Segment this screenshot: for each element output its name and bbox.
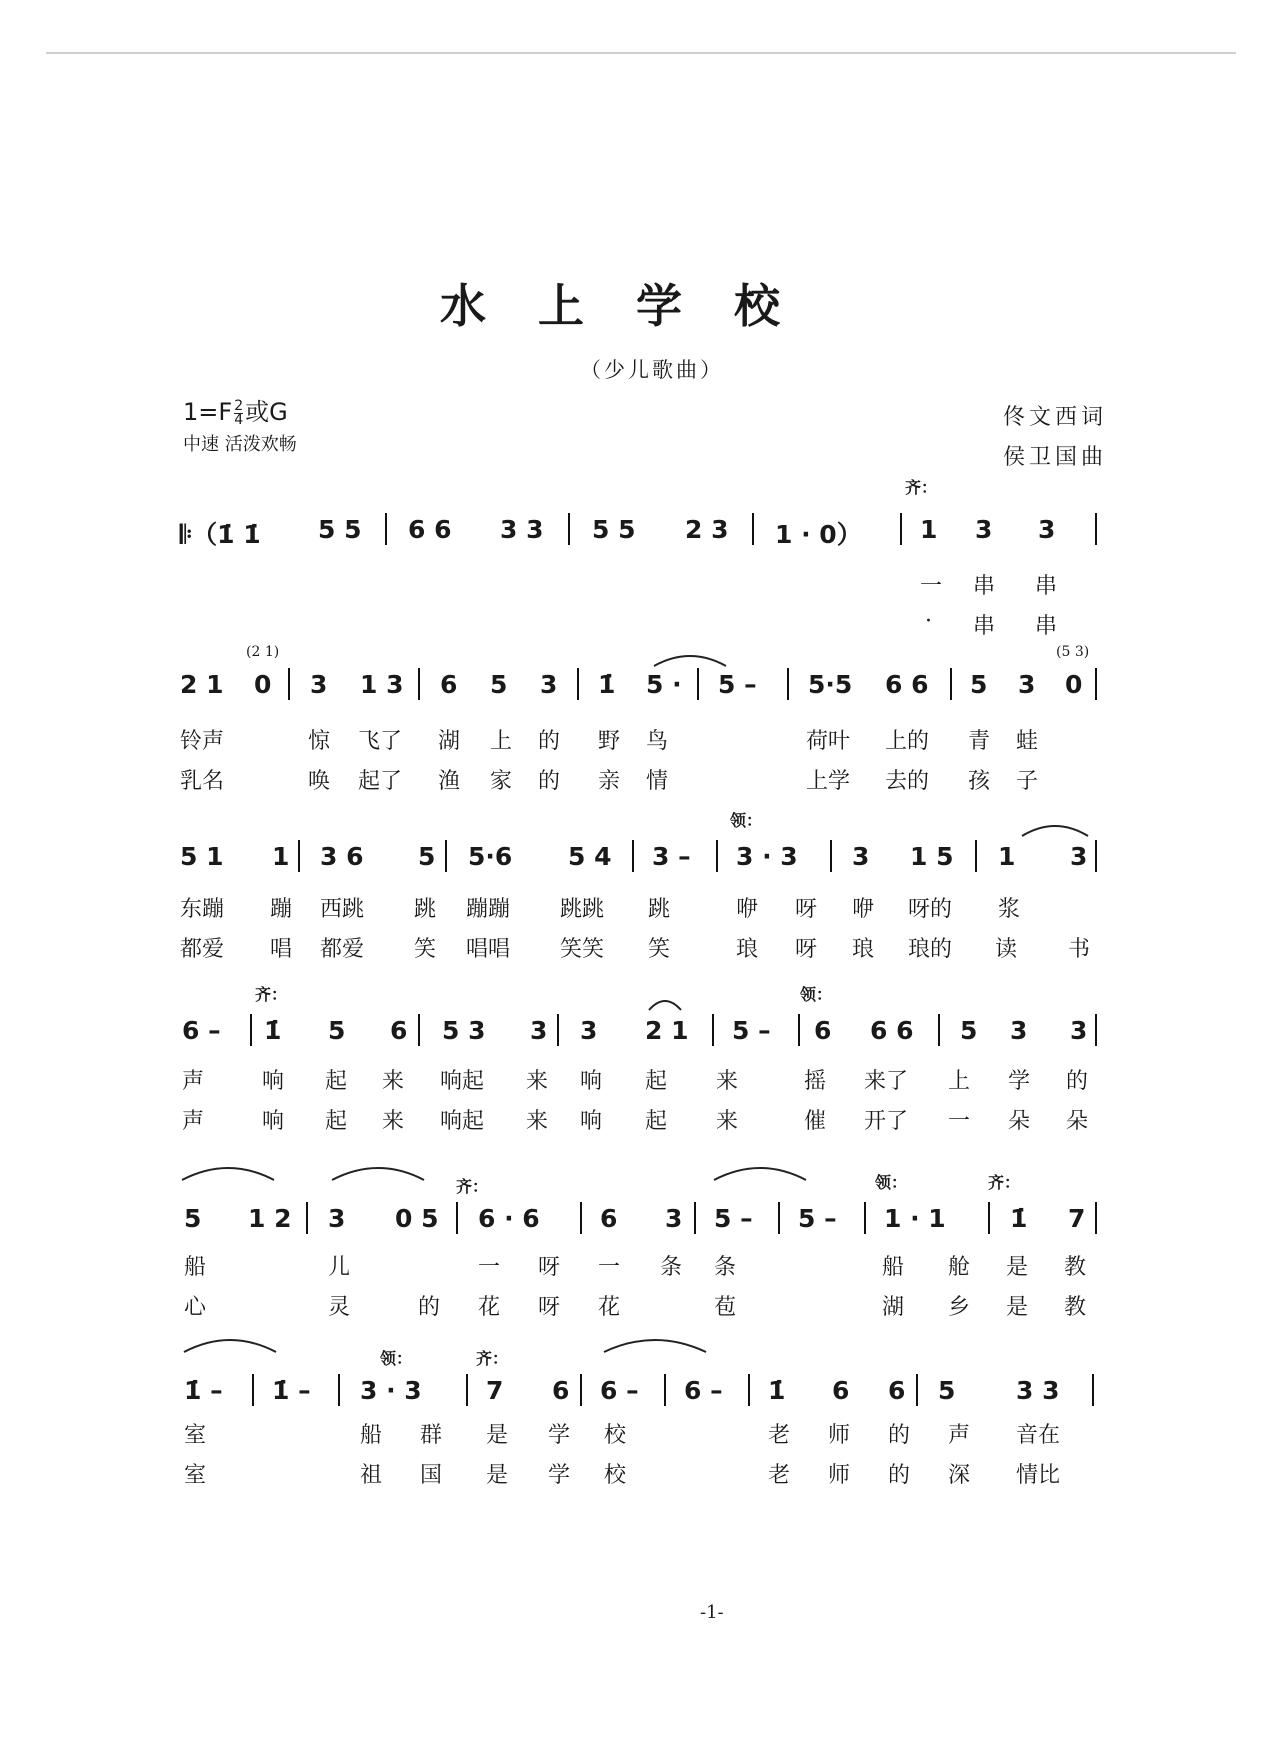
note-group: 3 (310, 670, 328, 699)
time-denominator: 4 (234, 411, 244, 428)
note-group: 6 (888, 1376, 906, 1405)
lyric: 上学 (806, 769, 851, 794)
lyric: 读 (995, 937, 1018, 962)
note-group: 1 2 (248, 1204, 292, 1233)
note-group: 5·5 (808, 670, 853, 699)
barline (1095, 1202, 1097, 1234)
lyric: 深 (948, 1463, 971, 1488)
lyric: 都爱 (320, 937, 365, 962)
lyric: 唤 (308, 769, 331, 794)
score-system-1 (180, 478, 1102, 675)
lyric: 来 (526, 1069, 549, 1094)
lyric: 一 (598, 1255, 621, 1280)
barline (306, 1202, 308, 1234)
lyric: 声 (182, 1109, 205, 1134)
lyric: 响起 (440, 1109, 485, 1134)
barline (445, 840, 447, 872)
lyric: 唱唱 (466, 937, 511, 962)
lyric: 教 (1064, 1295, 1087, 1320)
note-group: 6 6 (885, 670, 929, 699)
note-group: 6 6 (870, 1016, 914, 1045)
lyric: 条 (660, 1255, 683, 1280)
barline (778, 1202, 780, 1234)
lyric: 子 (1016, 769, 1039, 794)
lyric: 上 (948, 1069, 971, 1094)
note-group: 1 · 1 (884, 1204, 946, 1233)
lyric: 祖 (360, 1463, 383, 1488)
lyrics-verse-2 (180, 1458, 1102, 1488)
barline (418, 1014, 420, 1046)
section-mark: 齐： (905, 478, 938, 497)
barline (580, 1374, 582, 1406)
lyrics-verse-1 (180, 1250, 1102, 1280)
lyric: 一 (478, 1255, 501, 1280)
barline (752, 513, 754, 545)
notes-row (180, 505, 1102, 553)
note-group: 1 5 (910, 842, 954, 871)
lyric: 串 (1035, 574, 1058, 599)
lyric: 的 (538, 769, 561, 794)
note-group: 3 – (652, 842, 691, 871)
note-group: 3 (665, 1204, 683, 1233)
lyric: 西跳 (320, 897, 365, 922)
lyric: 儿 (328, 1255, 351, 1280)
page-number: -1- (700, 1602, 724, 1623)
note-group: 1̇ (264, 1016, 282, 1045)
lyric: 湖 (882, 1295, 905, 1320)
lyric: 惊 (308, 729, 331, 754)
note-group: 5 (418, 842, 436, 871)
note-group: 5 (960, 1016, 978, 1045)
lyric: 串 (1035, 614, 1058, 639)
note-group: 5 5 (318, 515, 362, 544)
barline (900, 513, 902, 545)
note-group: 6 (600, 1204, 618, 1233)
page-top-rule (46, 52, 1236, 54)
lyric: 东蹦 (180, 897, 225, 922)
lyric: 蹦蹦 (466, 897, 511, 922)
note-group: 1 3 (360, 670, 404, 699)
alt-notes-mark: (2 1) (246, 644, 280, 660)
barline (568, 513, 570, 545)
lyric: 一 (948, 1109, 971, 1134)
lyric: 琅的 (908, 937, 953, 962)
lyric: 声 (948, 1423, 971, 1448)
lyric: 室 (184, 1463, 207, 1488)
lyric: 是 (1006, 1255, 1029, 1280)
lyric: 校 (604, 1463, 627, 1488)
barline (748, 1374, 750, 1406)
lyric: 朵 (1066, 1109, 1089, 1134)
time-numerator: 2 (234, 397, 244, 414)
barline (298, 840, 300, 872)
lyrics-verse-2 (180, 932, 1102, 962)
lyric: 老 (768, 1463, 791, 1488)
note-group: 5 – (714, 1204, 753, 1233)
section-mark: 齐： (476, 1349, 509, 1368)
notes-row (180, 660, 1102, 708)
slur-tie (650, 650, 730, 670)
note-group: 0 (1065, 670, 1083, 699)
lyric: 学 (548, 1423, 571, 1448)
note-group: 5 · (646, 670, 682, 699)
barline (716, 840, 718, 872)
note-group: 7 (486, 1376, 504, 1405)
note-group: 0 (254, 670, 272, 699)
lyrics-verse-1 (180, 724, 1102, 754)
barline (975, 840, 977, 872)
lyric: 学 (1008, 1069, 1031, 1094)
section-mark: 齐： (988, 1173, 1021, 1192)
lyric: 来 (382, 1109, 405, 1134)
lyric: 咿 (852, 897, 875, 922)
lyric: 响起 (440, 1069, 485, 1094)
barline (456, 1202, 458, 1234)
lyric: 来了 (864, 1069, 909, 1094)
lyric: 朵 (1008, 1109, 1031, 1134)
score-system-2 (180, 644, 1102, 830)
barline (1095, 668, 1097, 700)
lyric: 唱 (270, 937, 293, 962)
note-group: 1̇ (768, 1376, 786, 1405)
score-system-3 (180, 811, 1102, 1002)
note-group: 5 1 (180, 842, 224, 871)
notes-row (180, 1366, 1102, 1414)
lyric: 笑笑 (560, 937, 605, 962)
lyric: 是 (1006, 1295, 1029, 1320)
barline (1092, 1374, 1094, 1406)
lyric: 乡 (948, 1295, 971, 1320)
key-signature (183, 392, 288, 427)
time-signature (234, 397, 244, 428)
note-group: 6 · 6 (478, 1204, 540, 1233)
alt-notes-mark: (5 3) (1056, 644, 1090, 660)
slur-tie (178, 1162, 278, 1184)
lyric: 一 (920, 574, 943, 599)
slur-tie (180, 1334, 280, 1356)
lyric: 串 (973, 614, 996, 639)
barline (252, 1374, 254, 1406)
note-group: 2 1 (180, 670, 224, 699)
section-mark: 齐： (456, 1177, 489, 1196)
section-mark: 齐： (255, 985, 288, 1004)
lyric: 苞 (714, 1295, 737, 1320)
lyric: 舱 (948, 1255, 971, 1280)
barline (1095, 1014, 1097, 1046)
lyric: 荷叶 (806, 729, 851, 754)
barline (694, 1202, 696, 1234)
lyric: 跳 (414, 897, 437, 922)
song-subtitle: （少儿歌曲） (580, 358, 724, 382)
lyric: 来 (526, 1109, 549, 1134)
note-group: 5 5 (592, 515, 636, 544)
barline (664, 1374, 666, 1406)
lyric: 书 (1068, 937, 1091, 962)
note-group: 3 · 3 (360, 1376, 422, 1405)
note-group: 6 (552, 1376, 570, 1405)
notes-row (180, 1194, 1102, 1242)
note-group: 3 3 (1016, 1376, 1060, 1405)
tempo-marking: 中速 活泼欢畅 (183, 434, 297, 455)
lyric: 呀 (795, 897, 818, 922)
barline (830, 840, 832, 872)
lyricist-credit: 佟文西词 (1002, 405, 1107, 430)
lyric: 咿 (736, 897, 759, 922)
note-group: 1 · 0） (775, 520, 862, 549)
lyric: 鸟 (646, 729, 669, 754)
lyric: 来 (716, 1069, 739, 1094)
slur-tie (1018, 820, 1092, 840)
lyric: 船 (360, 1423, 383, 1448)
note-group: 6 – (600, 1376, 639, 1405)
lyric: 摇 (804, 1069, 827, 1094)
note-group: 5 (938, 1376, 956, 1405)
key-suffix: 或G (245, 398, 288, 426)
barline (1095, 513, 1097, 545)
lyric: 开了 (864, 1109, 909, 1134)
section-mark: 领： (800, 985, 833, 1004)
note-group: 3 (975, 515, 993, 544)
note-group: 3 (1070, 1016, 1088, 1045)
lyric: 师 (828, 1463, 851, 1488)
lyric: 去的 (885, 769, 930, 794)
lyric: 的 (418, 1295, 441, 1320)
note-group: 5 (184, 1204, 202, 1233)
note-group: 5 (490, 670, 508, 699)
note-group: 3 (1010, 1016, 1028, 1045)
song-title: 水上学校 (440, 279, 832, 333)
barline (988, 1202, 990, 1234)
slur-tie (645, 994, 685, 1014)
lyric: 的 (888, 1463, 911, 1488)
lyric: 响 (262, 1069, 285, 1094)
lyric: 心 (184, 1295, 207, 1320)
barline (787, 668, 789, 700)
lyric: 串 (973, 574, 996, 599)
note-group: 5 (970, 670, 988, 699)
lyric: 的 (1066, 1069, 1089, 1094)
lyric: 来 (716, 1109, 739, 1134)
lyrics-verse-1 (180, 569, 1102, 599)
lyric: 呀 (795, 937, 818, 962)
lyric: 起了 (358, 769, 403, 794)
lyric: 的 (888, 1423, 911, 1448)
note-group: 6 (814, 1016, 832, 1045)
lyric: 是 (486, 1423, 509, 1448)
note-group: 3 (540, 670, 558, 699)
lyric: 声 (182, 1069, 205, 1094)
lyric: 湖 (438, 729, 461, 754)
note-group: 3 (852, 842, 870, 871)
barline (250, 1014, 252, 1046)
note-group: 3 (580, 1016, 598, 1045)
barline (864, 1202, 866, 1234)
lyric: 灵 (328, 1295, 351, 1320)
lyric: 起 (645, 1069, 668, 1094)
note-group: 6 – (182, 1016, 221, 1045)
lyrics-verse-2 (180, 1104, 1102, 1134)
note-group: 6 (390, 1016, 408, 1045)
lyrics-verse-2 (180, 1290, 1102, 1320)
section-mark: 领： (730, 811, 763, 830)
score-system-6 (180, 1349, 1102, 1536)
barline (288, 668, 290, 700)
note-group: 2 3 (685, 515, 729, 544)
note-group: 5 – (798, 1204, 837, 1233)
lyric: 上 (490, 729, 513, 754)
lyric: 群 (420, 1423, 443, 1448)
lyric: 青 (968, 729, 991, 754)
barline (712, 1014, 714, 1046)
note-group: 1̇ – (272, 1376, 311, 1405)
note-group: 5 – (732, 1016, 771, 1045)
note-group: 5 – (718, 670, 757, 699)
lyric: 学 (548, 1463, 571, 1488)
note-group: 3 (328, 1204, 346, 1233)
lyric: 上的 (885, 729, 930, 754)
barline (338, 1374, 340, 1406)
lyric: 国 (420, 1463, 443, 1488)
note-group: 1 (920, 515, 938, 544)
note-group: 5 4 (568, 842, 612, 871)
lyrics-verse-1 (180, 892, 1102, 922)
barline (1095, 840, 1097, 872)
barline (557, 1014, 559, 1046)
note-group: 5 3 (442, 1016, 486, 1045)
lyric: 响 (262, 1109, 285, 1134)
lyric: 来 (382, 1069, 405, 1094)
lyric: 起 (325, 1109, 348, 1134)
slur-tie (328, 1162, 428, 1184)
lyric: 蛙 (1016, 729, 1039, 754)
lyric: 笑 (414, 937, 437, 962)
note-group: 5 (328, 1016, 346, 1045)
note-group: 1̇ – (184, 1376, 223, 1405)
lyric: 跳跳 (560, 897, 605, 922)
lyric: 呀的 (908, 897, 953, 922)
barline (385, 513, 387, 545)
barline (577, 668, 579, 700)
lyric: · (925, 609, 932, 634)
note-group: 6 6 (408, 515, 452, 544)
composer-credit: 侯卫国曲 (1002, 445, 1107, 470)
lyric: 跳 (648, 897, 671, 922)
section-mark: 领： (380, 1349, 413, 1368)
lyric: 情比 (1016, 1463, 1061, 1488)
notes-row (180, 832, 1102, 880)
barline (418, 668, 420, 700)
lyric: 野 (598, 729, 621, 754)
lyrics-verse-2 (180, 609, 1102, 639)
note-group: 3 (1070, 842, 1088, 871)
lyric: 起 (325, 1069, 348, 1094)
lyric: 花 (598, 1295, 621, 1320)
lyric: 教 (1064, 1255, 1087, 1280)
barline (632, 840, 634, 872)
lyric: 呀 (538, 1255, 561, 1280)
lyric: 乳名 (180, 769, 225, 794)
lyric: 条 (714, 1255, 737, 1280)
section-mark: 领： (875, 1173, 908, 1192)
lyric: 响 (580, 1109, 603, 1134)
note-group: 1̇ (1010, 1204, 1028, 1233)
note-group: 1 (998, 842, 1016, 871)
note-group: 6 (440, 670, 458, 699)
note-group: 6 (832, 1376, 850, 1405)
note-group: 3 6 (320, 842, 364, 871)
note-group: 6 – (684, 1376, 723, 1405)
lyric: 室 (184, 1423, 207, 1448)
key-prefix: 1=F (183, 398, 233, 426)
lyric: 蹦 (270, 897, 293, 922)
lyric: 的 (538, 729, 561, 754)
lyric: 琅 (852, 937, 875, 962)
lyric: 响 (580, 1069, 603, 1094)
lyric: 音在 (1016, 1423, 1061, 1448)
lyric: 校 (604, 1423, 627, 1448)
note-group: 3 (1038, 515, 1056, 544)
note-group: 1̇ (598, 670, 616, 699)
lyric: 家 (490, 769, 513, 794)
note-group: 3 (530, 1016, 548, 1045)
lyric: 催 (804, 1109, 827, 1134)
lyric: 琅 (736, 937, 759, 962)
note-group: 3 (1018, 670, 1036, 699)
barline (580, 1202, 582, 1234)
lyric: 笑 (648, 937, 671, 962)
lyric: 浆 (998, 897, 1021, 922)
lyric: 都爱 (180, 937, 225, 962)
note-group: 7 (1068, 1204, 1086, 1233)
note-group: 3 · 3 (736, 842, 798, 871)
barline (798, 1014, 800, 1046)
barline (916, 1374, 918, 1406)
slur-tie (600, 1334, 710, 1356)
lyric: 情 (646, 769, 669, 794)
notes-row (180, 1006, 1102, 1054)
lyrics-verse-2 (180, 764, 1102, 794)
slur-tie (710, 1162, 810, 1184)
note-group: 2 1 (645, 1016, 689, 1045)
lyrics-verse-1 (180, 1064, 1102, 1094)
lyric: 老 (768, 1423, 791, 1448)
score-system-4 (180, 985, 1102, 1176)
lyric: 渔 (438, 769, 461, 794)
lyrics-verse-1 (180, 1418, 1102, 1448)
barline (466, 1374, 468, 1406)
note-group: 3 3 (500, 515, 544, 544)
lyric: 是 (486, 1463, 509, 1488)
lyric: 起 (645, 1109, 668, 1134)
lyric: 孩 (968, 769, 991, 794)
barline (938, 1014, 940, 1046)
lyric: 亲 (598, 769, 621, 794)
lyric: 呀 (538, 1295, 561, 1320)
lyric: 师 (828, 1423, 851, 1448)
barline (950, 668, 952, 700)
lyric: 船 (882, 1255, 905, 1280)
note-group: 𝄆（1̇ 1̇ (180, 520, 261, 549)
lyric: 铃声 (180, 729, 225, 754)
lyric: 花 (478, 1295, 501, 1320)
lyric: 船 (184, 1255, 207, 1280)
note-group: 5·6 (468, 842, 513, 871)
lyric: 飞了 (358, 729, 403, 754)
note-group: 0 5 (395, 1204, 439, 1233)
barline (697, 668, 699, 700)
note-group: 1 (272, 842, 290, 871)
